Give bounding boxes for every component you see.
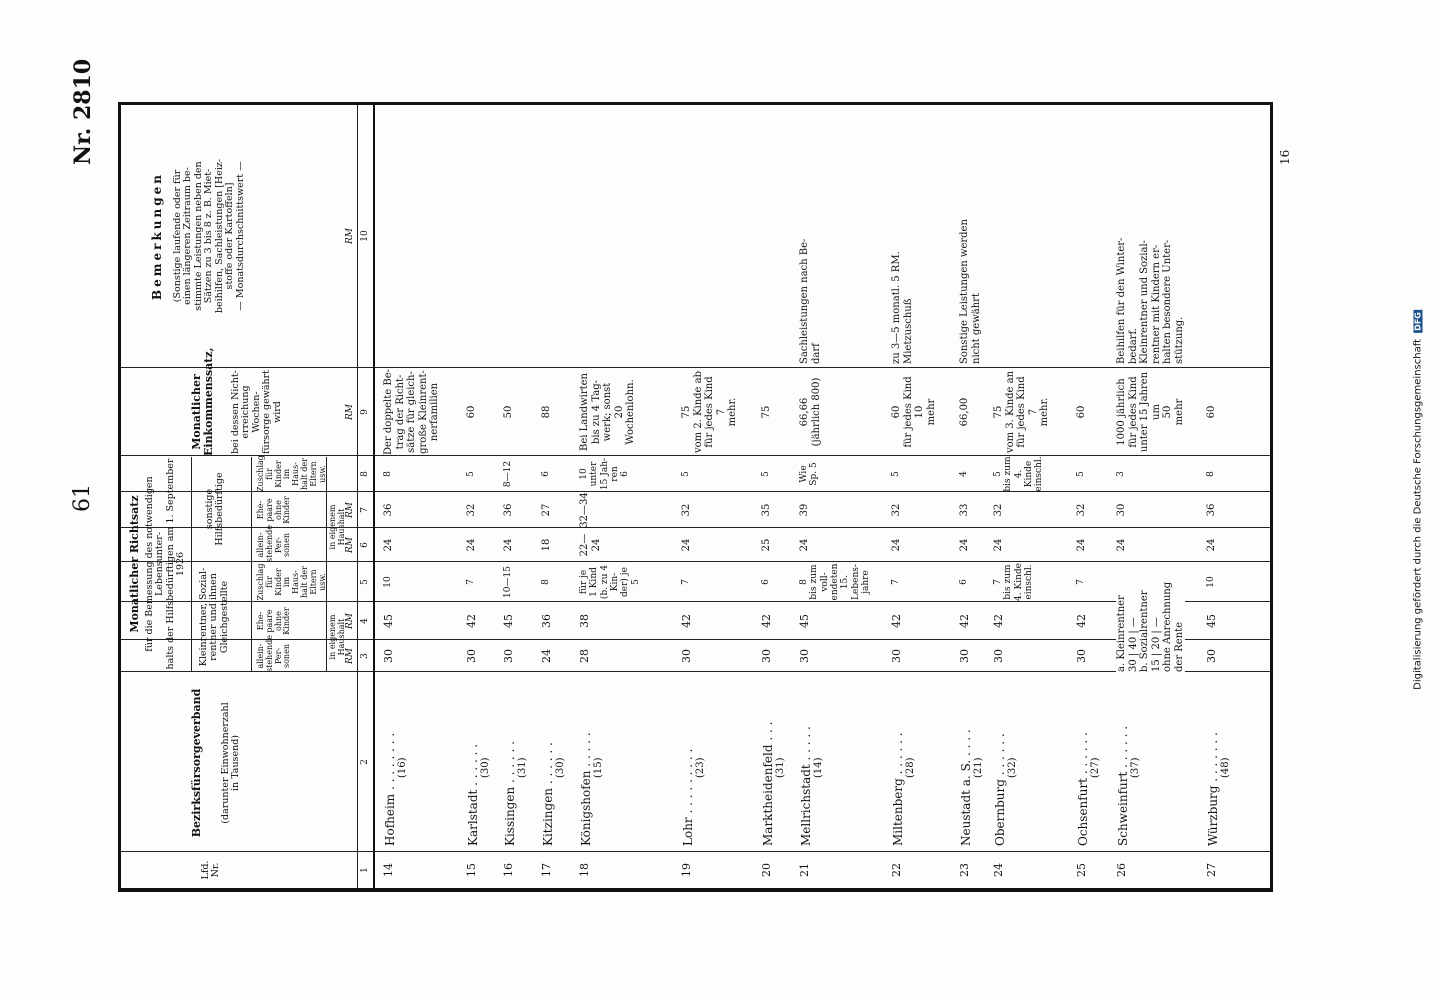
row-number: 25 (1075, 863, 1088, 877)
row-population: (30) (555, 757, 566, 778)
column-number: 6 (360, 542, 370, 548)
row-district-name: Kitzingen . . . . . . (541, 742, 555, 846)
richtsatz-sub-header: für die Bemessung des notwendigen Lebensunter- halts der Hilfsbedürftigen am 1. September 1926 (144, 458, 187, 670)
row-col5: für je 1 Kind (b. zu 4 Kin- der) je 5 (579, 564, 641, 600)
row-number: 20 (760, 863, 773, 877)
row-col5: 6 (761, 579, 771, 585)
row-col4: 45 (502, 614, 515, 628)
row-col8: 8 (1206, 471, 1216, 477)
row-col7: 33 (959, 503, 970, 517)
einkommen-sub-header: bei dessen Nicht- erreichung Wochen- fürsorge gewährt wird (230, 370, 283, 455)
row-col8: 3 (1116, 471, 1126, 477)
row-col7: 36 (383, 503, 394, 517)
row-col5: 8 (541, 579, 551, 585)
row-number: 27 (1205, 863, 1218, 877)
data-table (118, 102, 1273, 892)
row-number: 14 (382, 863, 395, 877)
column-number: 7 (360, 507, 370, 513)
row-col8: 5 (681, 471, 691, 477)
row-district-name: Würzburg . . . . . . . (1206, 732, 1220, 846)
row-number: 18 (578, 863, 591, 877)
row-col9: 88 (541, 405, 552, 419)
column-number: 4 (360, 618, 370, 624)
row-col4: 38 (578, 614, 591, 628)
row-col4: 45 (1205, 614, 1218, 628)
row-col6: 24 (1116, 538, 1127, 552)
row-district-name: Mellrichstadt . . . . . (799, 726, 813, 846)
row-col7: 27 (541, 503, 552, 517)
row-col10: Sachleistungen nach Be- darf (799, 238, 822, 364)
column-divider (121, 851, 1270, 852)
row-number: 17 (540, 863, 553, 877)
row-population: (37) (1130, 757, 1141, 778)
row-col10: Sonstige Leistungen werden nicht gewährt (959, 219, 982, 364)
row-number: 15 (465, 863, 478, 877)
richtsatz-subline (251, 457, 252, 672)
row-col5: 6 (959, 579, 969, 585)
row-col8: 6 (541, 471, 551, 477)
row-col3: 30 (1205, 649, 1218, 663)
row-population: (16) (397, 757, 408, 778)
row-col9: 60 (1206, 405, 1217, 419)
row-col5: 10 (383, 576, 393, 588)
subcolumn-header: allein- stehende Per- sonen (256, 635, 292, 672)
einkommen-header: Monatlicher Einkommenssatz, (190, 347, 216, 456)
row-col5: 10—15 (503, 566, 513, 598)
column-divider (121, 527, 1270, 528)
row-col3: 30 (502, 649, 515, 663)
row-population: (32) (1007, 757, 1018, 778)
digitization-note (1413, 310, 1424, 690)
row-col8: 8 (383, 471, 393, 477)
row-col6: 18 (541, 538, 552, 552)
column-divider (121, 639, 1270, 640)
subcolumn-header: allein- stehende Per- sonen (256, 525, 292, 562)
column-number: 1 (360, 867, 370, 873)
row-col3: 30 (760, 649, 773, 663)
row-col7: 32—34 (579, 492, 590, 528)
row-district-name: Hofheim . . . . . . . . (383, 732, 397, 846)
row-col3: 30 (798, 649, 811, 663)
row-col6: 25 (761, 538, 772, 552)
row-col8: 5 (761, 471, 771, 477)
column-number-line (373, 105, 375, 888)
row-col10: Beihilfen für den Winter- bedarf. Kleinrentner und Sozial- rentner mit Kindern er- halten besondere Unter- stützung. (1116, 237, 1185, 364)
subcolumn-header: Zuschlag für Kinder im Haus- halt der Eltern usw. (256, 455, 327, 492)
row-col9: 60 (466, 405, 477, 419)
column-number: 9 (360, 409, 370, 415)
row-district-name: Karlstadt . . . . . . (466, 743, 480, 846)
row-col6: 24 (681, 538, 692, 552)
row-col5: 7 (681, 579, 691, 585)
row-col9: Bei Landwirten bis zu 4 Tag- werk; sonst 20 Wochenlohn. (579, 373, 636, 452)
row-number: 23 (958, 863, 971, 877)
row-col7: 36 (1206, 503, 1217, 517)
unit-label: RM (345, 613, 355, 629)
group-a-header: Kleinrentner, Sozial- rentner und ihnen Gleichgestellte (198, 567, 230, 667)
header-bottom-line (357, 105, 358, 888)
row-col6: 24 (383, 538, 394, 552)
row-col3: 30 (890, 649, 903, 663)
row-col6: 24 (466, 538, 477, 552)
row-district-name: Neustadt a. S. . . . . (959, 729, 973, 846)
row-col6: 24 (799, 538, 810, 552)
row-district-name: Lohr . . . . . . . . . (681, 748, 695, 846)
row-col5: 7 (466, 579, 476, 585)
row-district-name: Marktheidenfeld . . . (761, 721, 775, 846)
row-col9: 75 vom 3. Kinde an für jedes Kind 7 mehr. (993, 370, 1050, 454)
row-col4: 42 (1075, 614, 1088, 628)
row-col4: 42 (760, 614, 773, 628)
subcolumn-header: Ehe- paare ohne Kinder (256, 607, 292, 635)
row-col9: 75 (761, 405, 772, 419)
unit-label: RM (345, 404, 355, 420)
row-col3: 30 (1075, 649, 1088, 663)
unit-label: RM (345, 502, 355, 518)
row-col9: 60 für jedes Kind 10 mehr (891, 376, 937, 448)
row-population: (31) (775, 757, 786, 778)
unit-label: RM (345, 537, 355, 553)
row-col7: 32 (466, 503, 477, 517)
row-col3: 30 (992, 649, 1005, 663)
row-col8: 5 (1076, 471, 1086, 477)
column-number: 3 (360, 653, 370, 659)
subcolumn-header: Ehe- paare ohne Kinder (256, 496, 292, 524)
row-col6: 24 (891, 538, 902, 552)
dfg-logo: DFG (1413, 312, 1423, 331)
row-col3: a. Kleinrentner 30 | 40 | — b. Sozialrentner 15 | 20 | — ohne Anrechnung der Rente (1116, 562, 1185, 672)
row-number: 21 (798, 863, 811, 877)
row-col9: 66,66 (jährlich 800) (799, 377, 822, 447)
row-col4: 42 (890, 614, 903, 628)
row-population: (14) (813, 757, 824, 778)
row-district-name: Miltenberg . . . . . . (891, 732, 905, 846)
row-district-name: Ochsenfurt . . . . . . (1076, 732, 1090, 846)
row-col3: 24 (540, 649, 553, 663)
row-number: 19 (680, 863, 693, 877)
bemerkungen-sub-header: (Sonstige laufende oder für einen längeren Zeitraum be- stimmte Leistungen neben den Sätzen zu 3 bis 8 z. B. Miet- beihilfen, Sachleistungen [Heiz- stoffe oder Kartoffeln] — Monatsdurchschnittswert — (172, 158, 246, 314)
row-number: 22 (890, 863, 903, 877)
row-col3: 30 (958, 649, 971, 663)
row-number: 16 (502, 863, 515, 877)
row-col6: 24 (503, 538, 514, 552)
row-col3: 30 (465, 649, 478, 663)
row-col5: 10 (1206, 576, 1216, 588)
row-col6: 22—24 (579, 533, 602, 557)
row-col6: 24 (993, 538, 1004, 552)
row-col10: zu 3—5 monatl. 5 RM. Mietzuschuß (891, 251, 914, 364)
row-col5: 7 bis zum 4. Kinde einschl. (993, 563, 1035, 601)
row-col7: 39 (799, 503, 810, 517)
subcolumn-header: Zuschlag für Kinder im Haus- halt der Eltern usw. (256, 563, 327, 601)
row-population: (31) (517, 757, 528, 778)
row-population: (28) (905, 757, 916, 778)
unit-label: RM (345, 648, 355, 664)
row-col4: 42 (465, 614, 478, 628)
row-col4: 45 (382, 614, 395, 628)
row-col8: 5 (891, 471, 901, 477)
richtsatz-subline (191, 457, 192, 672)
row-col7: 32 (993, 503, 1004, 517)
row-col9: Der doppelte Be- trag der Richt- sätze für gleich- große Kleinrent- nerfamilien (383, 369, 440, 455)
row-col7: 32 (681, 503, 692, 517)
column-number: 5 (360, 579, 370, 585)
row-district-name: Schweinfurt . . . . . . (1116, 725, 1130, 846)
row-col4: 42 (958, 614, 971, 628)
row-col8: 8—12 (503, 460, 513, 488)
row-col6: 24 (959, 538, 970, 552)
row-col8: 4 (959, 471, 969, 477)
column-number: 8 (360, 471, 370, 477)
haushalt-header-a: in eigenem Haushalt (328, 614, 346, 660)
row-col7: 36 (503, 503, 514, 517)
footer-number: 16 (1278, 149, 1292, 165)
richtsatz-header: Monatlicher Richtsatz (128, 495, 141, 633)
row-population: (48) (1220, 757, 1231, 778)
row-col4: 42 (680, 614, 693, 628)
row-col5: 7 (1076, 579, 1086, 585)
row-number: 24 (992, 863, 1005, 877)
row-col9: 75 vom 2. Kinde ab für jedes Kind 7 mehr. (681, 370, 738, 454)
row-col8: Wie Sp. 5 (799, 462, 820, 486)
row-col5: 8 bis zum voll- endeten 15. Lebens- jahre (799, 563, 872, 601)
bemerkungen-header: Bemerkungen (150, 172, 164, 300)
row-col3: 28 (578, 649, 591, 663)
row-col6: 24 (1206, 538, 1217, 552)
row-district-name: Königshofen . . . . . (579, 732, 593, 846)
row-col9: 60 (1076, 405, 1087, 419)
lfd-nr-header: Lfd. Nr. (200, 860, 222, 880)
row-population: (21) (973, 757, 984, 778)
row-population: (27) (1090, 757, 1101, 778)
row-col5: 7 (891, 579, 901, 585)
row-col4: 45 (798, 614, 811, 628)
row-population: (15) (593, 757, 604, 778)
page-number: 61 (70, 484, 95, 512)
digitization-note-text: Digitalisierung gefördert durch die Deutsche Forschungsgemeinschaft (1412, 339, 1424, 690)
row-district-name: Obernburg . . . . . . (993, 733, 1007, 846)
group-b-header: sonstige Hilfsbedürftige (204, 472, 226, 546)
unit-label: RM (345, 228, 355, 244)
row-col8: 5 (466, 471, 476, 477)
bezirk-sub-header: (darunter Einwohnerzahl in Tausend) (220, 702, 242, 824)
column-number: 10 (360, 230, 370, 242)
row-col8: 10 unter 15 Jah- ren 6 (579, 457, 631, 491)
row-col7: 32 (1076, 503, 1087, 517)
row-col9: 50 (503, 405, 514, 419)
document-number: Nr. 2810 (70, 58, 96, 165)
row-col7: 32 (891, 503, 902, 517)
row-col4: 42 (992, 614, 1005, 628)
row-col3: 30 (680, 649, 693, 663)
column-number: 2 (360, 759, 370, 765)
row-population: (30) (480, 757, 491, 778)
bezirk-header: Bezirksfürsorgeverband (190, 688, 203, 838)
row-district-name: Kissingen . . . . . . (503, 741, 517, 846)
row-col4: 36 (540, 614, 553, 628)
column-divider (121, 671, 1270, 672)
row-col3: 30 (382, 649, 395, 663)
row-col7: 30 (1116, 503, 1127, 517)
row-col9: 1000 jährlich für jedes Kind unter 15 Jahren um 50 mehr (1116, 371, 1185, 453)
row-population: (23) (695, 757, 706, 778)
row-col8: 5 bis zum 4. Kinde einschl. (993, 456, 1045, 492)
row-number: 26 (1115, 863, 1128, 877)
row-col7: 35 (761, 503, 772, 517)
row-col9: 66,00 (959, 397, 970, 427)
haushalt-header-b: in eigenem Haushalt (328, 504, 346, 550)
row-col6: 24 (1076, 538, 1087, 552)
